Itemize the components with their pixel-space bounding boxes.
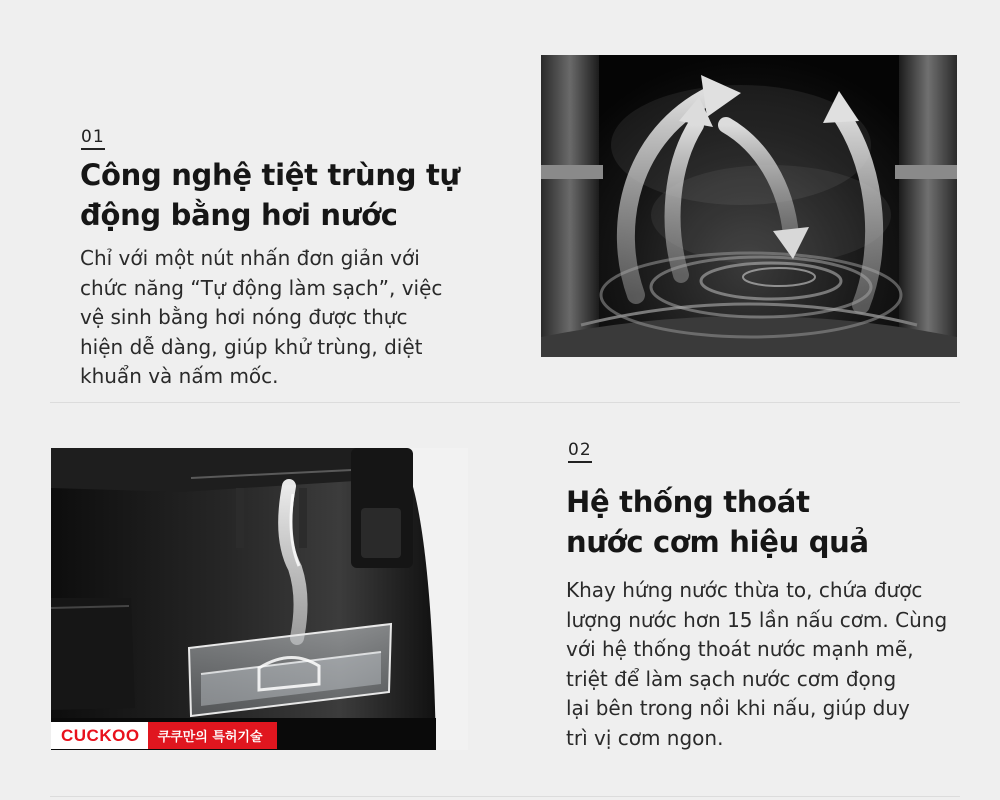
section1-title-line2: động bằng hơi nước bbox=[80, 198, 398, 232]
cuckoo-logo: CUCKOO bbox=[51, 722, 148, 749]
section2-desc-line: với hệ thống thoát nước mạnh mẽ, bbox=[566, 637, 914, 661]
bottom-divider bbox=[50, 796, 960, 797]
section2-title bbox=[566, 482, 986, 562]
water-drain-tray-icon bbox=[51, 448, 468, 750]
section1-title-line1: Công nghệ tiệt trùng tự bbox=[80, 158, 460, 192]
section1-desc-line: chức năng “Tự động làm sạch”, việc bbox=[80, 275, 443, 300]
section2-description bbox=[566, 576, 991, 753]
section2-desc-line: lại bên trong nồi khi nấu, giúp duy bbox=[566, 696, 910, 720]
section2-title-line1: Hệ thống thoát bbox=[566, 485, 810, 519]
section2-number: 02 bbox=[568, 440, 592, 463]
section2-desc-line: triệt để làm sạch nước cơm đọng bbox=[566, 666, 897, 691]
steam-swirl-chamber-icon bbox=[541, 55, 957, 357]
section1-number: 01 bbox=[81, 127, 105, 150]
section1-title bbox=[80, 155, 510, 235]
section2-desc-line: trì vị cơm ngon. bbox=[566, 725, 724, 750]
cuckoo-brand-badge bbox=[51, 722, 277, 749]
section-divider bbox=[50, 402, 960, 403]
section1-desc-line: hiện dễ dàng, giúp khử trùng, diệt bbox=[80, 334, 423, 359]
section2-desc-line: lượng nước hơn 15 lần nấu cơm. Cùng bbox=[566, 607, 948, 632]
section1-desc-line: khuẩn và nấm mốc. bbox=[80, 364, 279, 388]
section2-desc-line: Khay hứng nước thừa to, chứa được bbox=[566, 578, 923, 602]
patent-technology-badge: 쿠쿠만의 특허기술 bbox=[148, 722, 277, 749]
section1-desc-line: vệ sinh bằng hơi nóng được thực bbox=[80, 305, 408, 329]
section2-title-line2: nước cơm hiệu quả bbox=[566, 525, 869, 559]
section1-desc-line: Chỉ với một nút nhấn đơn giản với bbox=[80, 246, 420, 270]
section1-description bbox=[80, 244, 520, 392]
